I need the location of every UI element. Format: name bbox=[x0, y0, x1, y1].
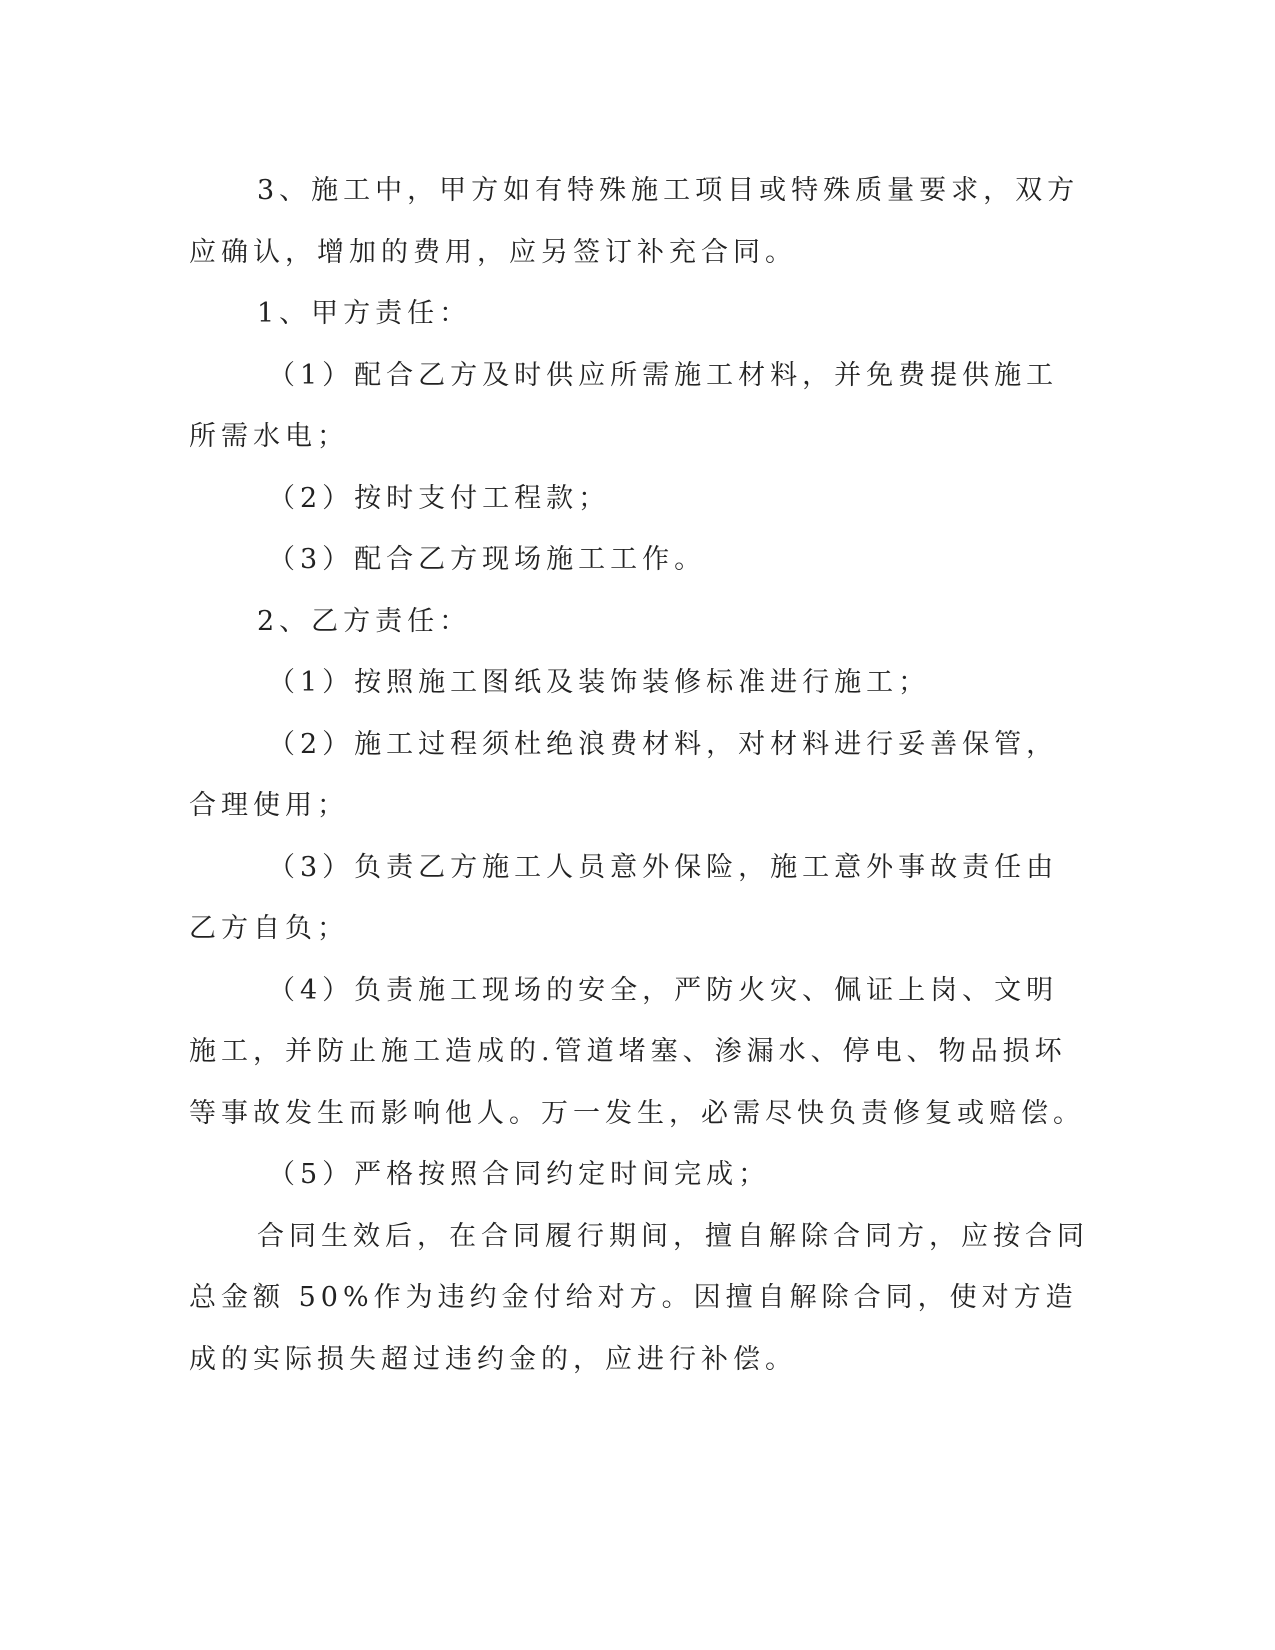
party-b-item-4: （4）负责施工现场的安全，严防火灾、佩证上岗、文明施工，并防止施工造成的.管道堵塞、渗漏水、停电、物品损坏等事故发生而影响他人。万一发生，必需尽快负责修复或赔偿。 bbox=[189, 974, 1085, 1129]
party-a-item-1: （1）配合乙方及时供应所需施工材料，并免费提供施工所需水电； bbox=[189, 359, 1059, 452]
party-a-item-3: （3）配合乙方现场施工工作。 bbox=[268, 544, 707, 575]
party-b-item-3: （3）负责乙方施工人员意外保险，施工意外事故责任由乙方自负； bbox=[189, 851, 1059, 944]
heading-party-a-responsibility: 1、甲方责任： bbox=[257, 298, 472, 329]
party-b-item-1: （1）按照施工图纸及装饰装修标准进行施工； bbox=[268, 667, 931, 698]
document-body bbox=[189, 160, 1089, 1390]
party-b-item-2: （2）施工过程须杜绝浪费材料，对材料进行妥善保管，合理使用； bbox=[189, 728, 1059, 821]
party-b-item-5: （5）严格按照合同约定时间完成； bbox=[268, 1159, 771, 1190]
paragraph-special-requirements: 3、施工中，甲方如有特殊施工项目或特殊质量要求，双方应确认，增加的费用，应另签订补充合同。 bbox=[189, 175, 1080, 268]
paragraph-breach-of-contract: 合同生效后，在合同履行期间，擅自解除合同方，应按合同总金额 50%作为违约金付给对方。因擅自解除合同，使对方造成的实际损失超过违约金的，应进行补偿。 bbox=[189, 1220, 1089, 1375]
party-a-item-2: （2）按时支付工程款； bbox=[268, 482, 611, 514]
heading-party-b-responsibility: 2、乙方责任： bbox=[257, 605, 472, 637]
